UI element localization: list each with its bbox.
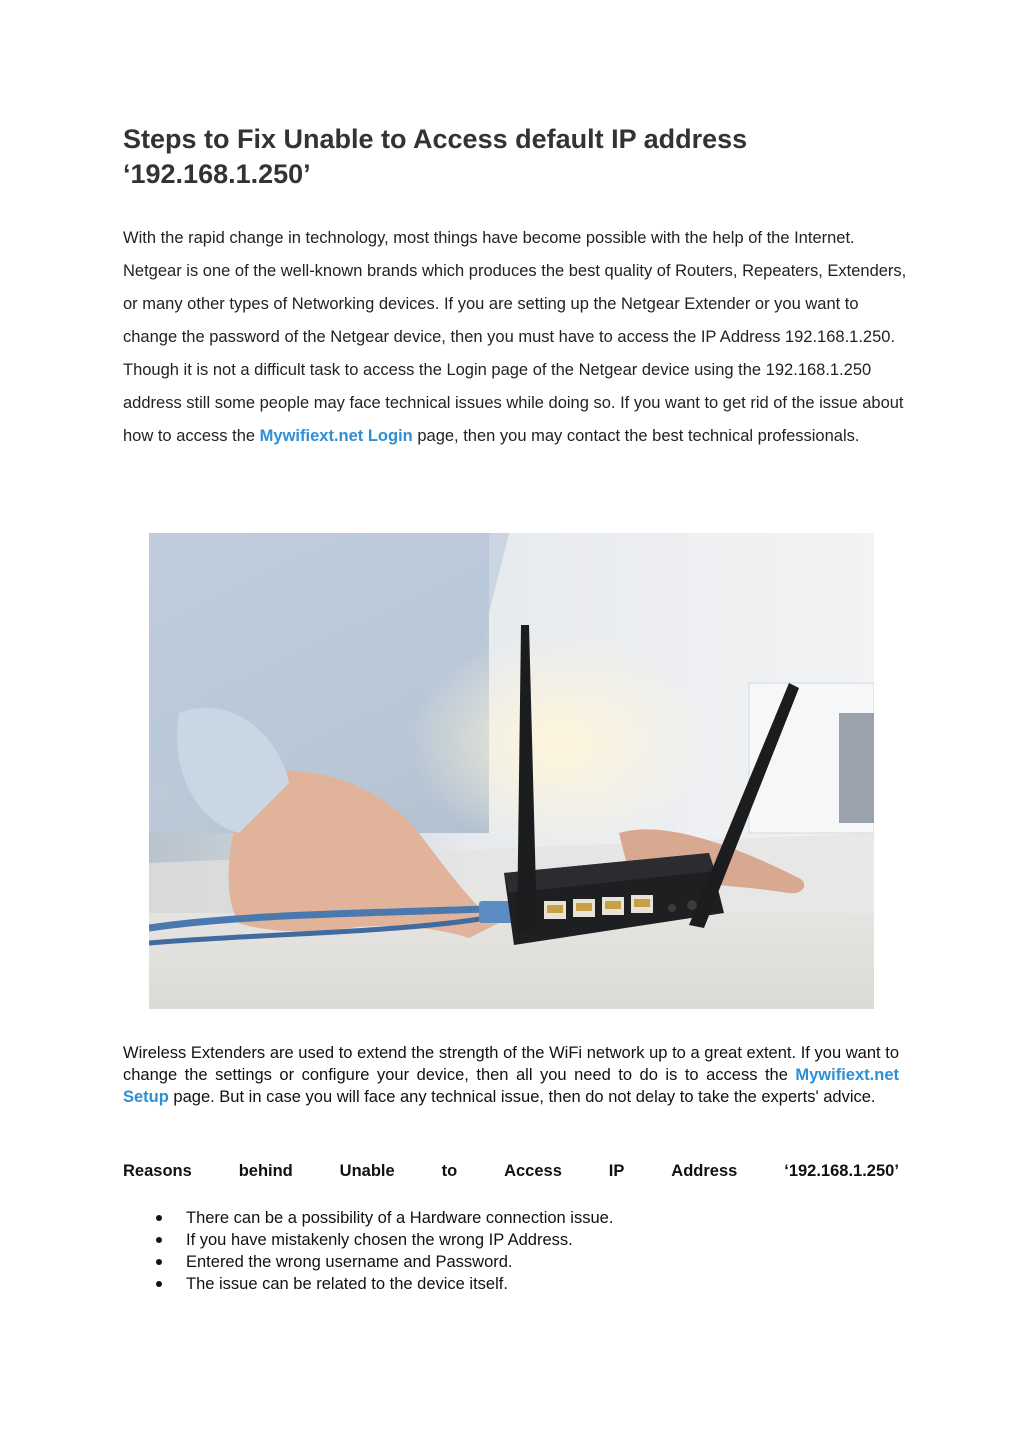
reasons-heading-word: IP xyxy=(608,1162,625,1180)
reasons-heading-word: Unable xyxy=(339,1162,395,1180)
reasons-heading-word: behind xyxy=(238,1162,293,1180)
list-item xyxy=(150,1251,890,1273)
intro-text-start: With the rapid change in technology, most things have become possible with the help of the Internet. Netgear is one of the well-known brands which produces the best quality of Routers, Repeaters, Extenders, or many other types of Networking devices. If you are setting up the Netgear Extender or you want to change the password of the Netgear device, then you must have to access the IP Address 192.168.1.250. Though it is not a difficult task to access the Login page of the Netgear device using the 192.168.1.250 address still some people may face technical issues while doing so. If you want to get rid of the issue about how to access the xyxy=(123,229,907,445)
reason-text: There can be a possibility of a Hardware connection issue. xyxy=(186,1209,614,1227)
bullet-icon xyxy=(156,1237,162,1243)
bullet-icon xyxy=(156,1281,162,1287)
mywifiext-setup-link[interactable]: Mywifiext.net Setup xyxy=(123,1066,899,1106)
bullet-icon xyxy=(156,1215,162,1221)
bullet-icon xyxy=(156,1259,162,1265)
para2-text-end: page. But in case you will face any technical issue, then do not delay to take the experts' advice. xyxy=(168,1088,876,1106)
router-illustration xyxy=(149,533,874,1009)
extenders-paragraph xyxy=(123,1042,899,1108)
list-item xyxy=(150,1273,890,1295)
reasons-heading-word: ‘192.168.1.250’ xyxy=(784,1162,899,1180)
para2-text-start: Wireless Extenders are used to extend the strength of the WiFi network up to a great extent. If you want to change the settings or configure your device, then all you need to do is to access the xyxy=(123,1044,899,1084)
list-item xyxy=(150,1207,890,1229)
reason-text: Entered the wrong username and Password. xyxy=(186,1253,513,1271)
reasons-list xyxy=(150,1207,890,1295)
list-item xyxy=(150,1229,890,1251)
reasons-heading-word: Address xyxy=(671,1162,738,1180)
intro-text-end: page, then you may contact the best technical professionals. xyxy=(412,427,860,445)
router-photo xyxy=(149,533,874,1009)
reasons-heading-word: Reasons xyxy=(123,1162,192,1180)
intro-paragraph xyxy=(123,222,913,453)
reasons-heading xyxy=(123,1162,899,1181)
mywifiext-login-link[interactable]: Mywifiext.net Login xyxy=(259,427,413,445)
reasons-heading-word: to xyxy=(441,1162,458,1180)
reasons-heading-word: Access xyxy=(504,1162,562,1180)
page-title: Steps to Fix Unable to Access default IP address ‘192.168.1.250’ xyxy=(123,124,748,189)
reason-text: If you have mistakenly chosen the wrong IP Address. xyxy=(186,1231,573,1249)
reason-text: The issue can be related to the device itself. xyxy=(186,1275,508,1293)
